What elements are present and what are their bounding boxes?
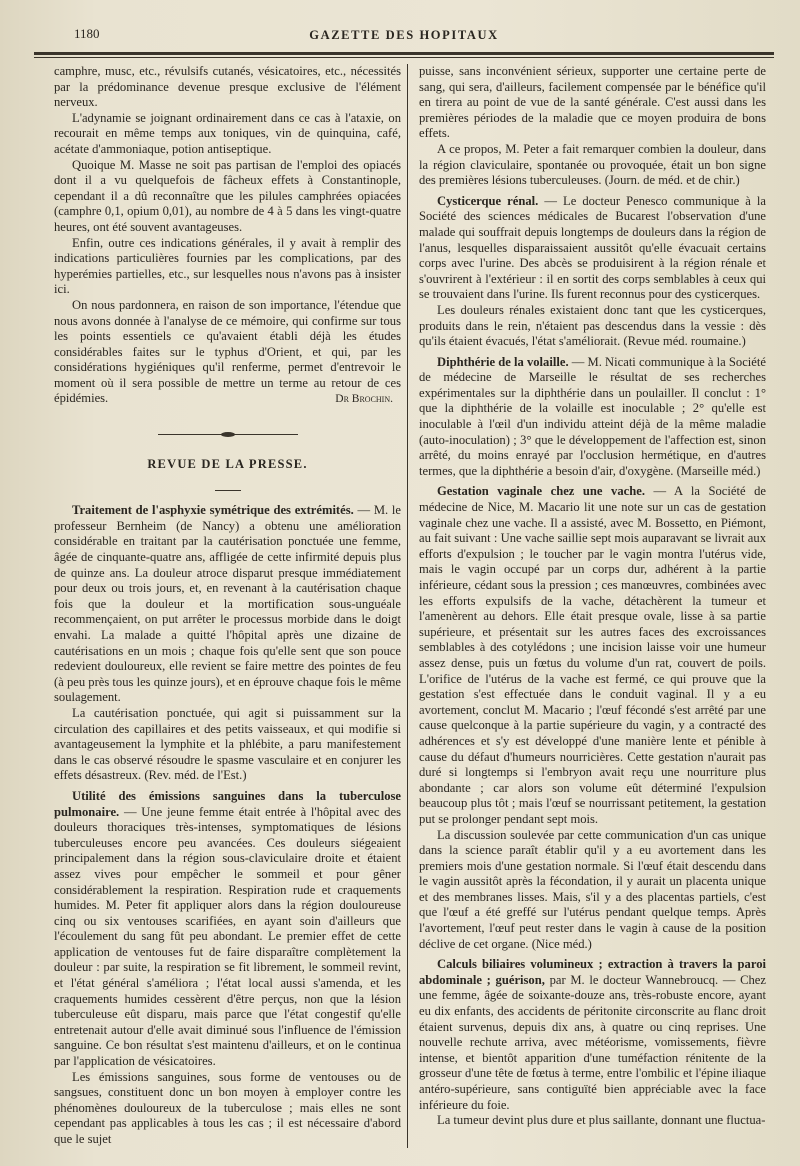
paragraph: L'adynamie se joignant ordinairement dans ce cas à l'ataxie, on recourait en même temps aux toniques, vin de quinquina, café, acétate d'ammoniaque, potion antiseptique.	[54, 110, 401, 156]
author-signature: Dr Brochin.	[335, 393, 393, 406]
entry-continuation: La tumeur devint plus dure et plus saillante, donnant une fluctua-	[437, 1113, 766, 1128]
entry-continuation: La discussion soulevée par cette communication d'un cas unique dans la science paraît établir qu'il y a eu avortement dans les premiers mois d'une gestation normale. Si l'œuf était descendu dans le vagin aussitôt après la fécondation, il y aurait un placenta unique et des membranes lisses. Mais, s'il y a des placentas partiels, c'est que l'œuf a été greffé sur l'utérus pendant quelque temps. Après l'avortement, l'œuf peut rester dans le vagin à cause de la position déclive de cet organe. (Nice méd.)	[419, 827, 766, 951]
text-columns	[34, 64, 774, 1148]
header-rule-thick	[34, 52, 774, 55]
entry-title: Utilité des émissions sanguines dans la tuberculose pulmonaire.	[54, 788, 401, 819]
left-column	[34, 64, 401, 1148]
page-number: 1180	[74, 26, 100, 41]
entry-title: Diphthérie de la volaille.	[437, 354, 569, 369]
entry-continuation: La cautérisation ponctuée, qui agit si puissamment sur la circulation des capillaires et des petits vaisseaux, et qui modifie si avantageusement la lymphite et la phlébite, a paru manifestement dans le cas observé résoudre le spasme vasculaire et en conjurer les effets désastreux. (Rev. méd. de l'Est.)	[54, 705, 401, 783]
column-divider	[407, 64, 408, 1148]
press-entry	[419, 355, 766, 480]
running-title: GAZETTE DES HOPITAUX	[309, 28, 499, 42]
paragraph: Enfin, outre ces indications générales, il y avait à remplir des indications particulières fournies par les complications, par des hyperémies partielles, etc., sur lesquelles nous n'avons pas à insister ici.	[54, 235, 401, 297]
press-entry	[419, 957, 766, 1129]
paragraph: A ce propos, M. Peter a fait remarquer combien la douleur, dans la région claviculaire, spontanée ou provoquée, était un bon signe des premières lésions tuberculeuses. (Journ. de méd. et de chir.)	[419, 141, 766, 188]
paragraph: On nous pardonnera, en raison de son importance, l'étendue que nous avons donnée à l'analyse de ce mémoire, qui confirme sur tous les points essentiels ce qu'avaient établi déjà les études considérables faites sur le typhus d'Orient, et qui, par les considérations hygiéniques qu'il renferme, permet d'entrevoir le moment où il sera possible de mettre un terme au retour de ces épidémies.	[54, 297, 401, 406]
header-rule-thin	[34, 57, 774, 58]
entry-body: — Le docteur Penesco communique à la Société des sciences médicales de Bucarest l'observation d'une malade qui souffrait depuis longtemps de douleurs dans la région de l'anus, lesquelles disparaissaient aussitôt qu'elle évacuait certains corps avec l'urine. Des abcès se produisirent à la région rénale et s'ouvrirent à l'extérieur : il en sortit des corps semblables à ceux qui se trouvaient dans l'urine. Ils furent reconnus pour des cysticerques.	[419, 193, 766, 302]
entry-title: Traitement de l'asphyxie symétrique des extrémités.	[72, 503, 354, 518]
entry-title: Gestation vaginale chez une vache.	[437, 484, 645, 499]
entry-body: — M. Nicati communique à la Société de médecine de Marseille le résultat de ses recherches expérimentales sur la diphthérie dans un poulailler. Il conclut : 1° que la diphthérie de la volaille est inoculable ; 2° qu'elle est inoculable à l'œil d'un individu atteint déjà de la même maladie (auto-inoculation) ; 3° que le développement de l'affection est, sinon arrêté, du moins enrayé par l'occlusion hermétique, en d'autres termes, que la diphthérie a besoin d'air, d'oxygène. (Marseille méd.)	[419, 354, 766, 478]
right-column	[419, 64, 774, 1148]
press-entry	[419, 484, 766, 952]
paragraph: camphre, musc, etc., révulsifs cutanés, vésicatoires, etc., nécessités par la prédominance devenue presque exclusive de l'élément nerveux.	[54, 64, 401, 110]
page-header	[34, 26, 774, 48]
entry-title: Calculs biliaires volumineux ; extraction à travers la paroi abdominale ; guérison,	[419, 957, 766, 987]
entry-continuation: Les douleurs rénales existaient donc tant que les cysticerques, produits dans le rein, n'étaient pas descendus dans la vessie : dès qu'ils étaient évacués, l'état s'améliorait. (Revue méd. roumaine.)	[419, 302, 766, 349]
entry-body: — A la Société de médecine de Nice, M. Macario lit une note sur un cas de gestation vaginale chez une vache. Il a assisté, avec M. Bossetto, en Piémont, au fait suivant : Une vache saillie sept mois auparavant se livrait aux efforts d'expulsion ; le toucher par le vagin montra l'utérus vide, mais le vagin occupé par un corps dur, adhérent à la partie inférieure, cédant sous la pression ; ces manœuvres, combinées avec les efforts expulsifs de la vache, détachèrent la tumeur et l'amenèrent au dehors. Elle était presque ovale, lisse à sa partie supérieure, et présentait sur les autres faces des excroissances semblables à des cotylédons ; une incision laisse voir une humeur assez dense, puis un fœtus du volume d'un rat, couvert de poils. L'orifice de l'utérus de la vache est fermé, ce qui prouve que la gestation s'est effectuée dans le conduit vaginal. Il y a eu avortement, conclut M. Macario ; l'œuf fécondé s'est arrêté par une cause quelconque à la partie supérieure du vagin, y a contracté des adhérences et s'y est développé d'une manière lente et pénible à cause du défaut d'humeurs nourricières. Cette gestation n'aurait pas duré si longtemps si l'embryon avait reçu une nourriture plus abondante ; car alors son volume eût déterminé l'expulsion beaucoup plus tôt ; mais l'œuf se nourrissant petitement, la gestation put se prolonger pendant sept mois.	[419, 484, 766, 826]
paragraph: puisse, sans inconvénient sérieux, supporter une certaine perte de sang, qui sera, d'ailleurs, facilement compensée par le bénéfice qu'il en tirera au point de vue de la santé générale. C'est aussi dans les premières périodes de la maladie que ce moyen produira de bons effets.	[419, 64, 766, 141]
entry-body: — M. le professeur Bernheim (de Nancy) a obtenu une amélioration considérable en traitant par la cautérisation ponctuée une femme, âgée de cinquante-quatre ans, affligée de cette infirmité depuis plus de quinze ans. La douleur atroce disparut presque immédiatement pour deux ou trois jours, et, en revenant à la cautérisation chaque fois que la douleur et la mortification sous-unguéale recommençaient, on put arrêter le processus morbide dans le doigt envahi. La malade a quitté l'hôpital après une dizaine de cautérisations en un mois ; chaque fois qu'elle sent que son pouce redevient douloureux, elle revient se faire mettre des pointes de feu (à peu près tous les quinze jours), et en éprouve chaque fois le même soulagement.	[54, 503, 401, 705]
entry-title: Cysticerque rénal.	[437, 193, 539, 208]
ornamental-rule	[158, 434, 298, 435]
press-entry	[419, 194, 766, 350]
entry-body: — Une jeune femme était entrée à l'hôpital avec des douleurs thoraciques très-intenses, symptomatiques de lésions tuberculeuses encore peu avancées. Ces douleurs siégeaient principalement dans la région sous-claviculaire droite et étaient assez vives pour empêcher le sommeil et pour gêner considérablement la respiration. Respiration rude et craquements humides. M. Peter fit appliquer alors dans la région douloureuse cinq ou six ventouses scarifiées, en ayant soin d'ailleurs que l'écoulement du sang fût peu abondant. Le premier effet de cette application de ventouses fut de faire disparaître complètement la douleur : par suite, la respiration se fit librement, le sommeil revint, et l'état général s'améliora ; l'état local aussi s'amenda, et les craquements humides cessèrent d'être perçus, non que la lésion tuberculeuse eût disparu, mais parce que l'état congestif qu'elle entretenait autour d'elle avait diminué sous l'influence de l'émission sanguine. Ce bon résultat s'est maintenu d'ailleurs, et on le continua par l'application de vésicatoires.	[54, 804, 401, 1069]
entry-body: par M. le docteur Wannebroucq. — Chez une femme, âgée de soixante-douze ans, très-robuste encore, ayant eu dix enfants, des accidents de péritonite circonscrite au flanc droit étaient survenus, depuis dix ans, à quatre ou cinq reprises. Une nouvelle rechute arriva, avec météorisme, vomissements, fièvre intense, et bientôt apparition d'une tuméfaction rénitente de la grosseur d'une tête de fœtus à terme, entre l'ombilic et l'épine iliaque antéro-supérieure, sans contiguïté bien appréciable avec la face inférieure du foie.	[419, 972, 766, 1112]
section-heading: REVUE DE LA PRESSE.	[147, 456, 308, 471]
press-entry	[54, 503, 401, 784]
short-rule	[215, 490, 241, 491]
press-entry	[54, 789, 401, 1148]
paragraph: Quoique M. Masse ne soit pas partisan de l'emploi des opiacés dont il a vu quelquefois de fâcheux effets à Constantinople, cependant il a dû reconnaître que les pilules camphrées opiacées (camphre 0,1, opium 0,01), au nombre de 4 à 5 dans les vingt-quatre heures, ont été souvent avantageuses.	[54, 157, 401, 234]
entry-continuation: Les émissions sanguines, sous forme de ventouses ou de sangsues, constituent donc un bon moyen à employer contre les phénomènes douloureux de la tuberculose ; mais elles ne sont cependant pas applicables à tous les cas ; il est nécessaire d'abord que le sujet	[54, 1069, 401, 1146]
